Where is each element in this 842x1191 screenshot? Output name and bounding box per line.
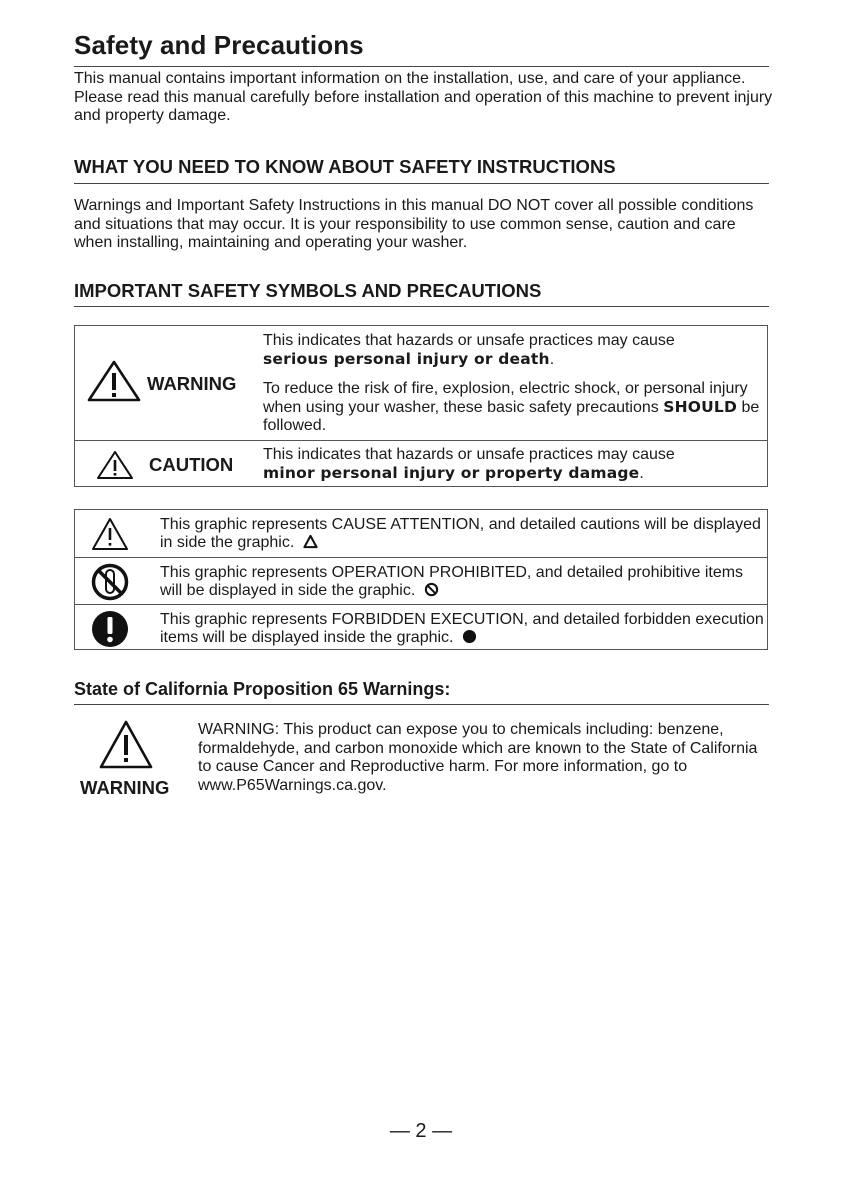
small-prohibited-icon	[424, 582, 439, 597]
symbol-text-prohibited: This graphic represents OPERATION PROHIBITED, and detailed prohibitive items will be displayed in side the graphic.	[160, 564, 744, 599]
prop65-text: WARNING: This product can expose you to chemicals including: benzene, formaldehyde, and carbon monoxide which are known to the State of California to cause Cancer and Reproductive harm. For more information, go to www.P65Warnings.ca.gov.	[198, 721, 758, 794]
intro-paragraph: This manual contains important information on the installation, use, and care of your appliance. Please read this manual carefully before installation and operation of this machine to prevent injury and property damage.	[74, 70, 773, 124]
forbidden-execution-icon	[91, 610, 129, 648]
warning-label: WARNING	[147, 373, 237, 394]
caution-text: This indicates that hazards or unsafe practices may cause minor personal injury or property damage.	[263, 446, 675, 482]
table-divider	[75, 440, 767, 441]
section-heading-safety-symbols: IMPORTANT SAFETY SYMBOLS AND PRECAUTIONS	[74, 280, 542, 301]
small-filled-circle-icon	[462, 629, 477, 644]
warning-text-1: This indicates that hazards or unsafe practices may cause serious personal injury or death.	[263, 332, 675, 368]
symbol-text-attention: This graphic represents CAUSE ATTENTION, and detailed cautions will be displayed in side the graphic.	[160, 516, 761, 551]
prop65-warning-label: WARNING	[80, 777, 170, 798]
caution-triangle-icon	[96, 450, 134, 480]
section-heading-safety-instructions: WHAT YOU NEED TO KNOW ABOUT SAFETY INSTRUCTIONS	[74, 156, 616, 177]
warning-text-2: To reduce the risk of fire, explosion, electric shock, or personal injury when using your washer, these basic safety precautions SHOULD be followed.	[263, 380, 760, 434]
section-divider	[74, 183, 769, 184]
prohibited-circle-icon	[91, 563, 129, 601]
caution-label: CAUTION	[149, 454, 234, 475]
symbols-table	[74, 509, 768, 650]
title-divider	[74, 66, 769, 67]
section-divider	[74, 306, 769, 307]
symbol-row-prohibited	[75, 557, 767, 605]
symbol-row-forbidden	[75, 604, 767, 652]
page-title: Safety and Precautions	[74, 30, 364, 60]
small-attention-icon	[303, 534, 318, 549]
symbol-row-attention	[75, 510, 767, 557]
attention-triangle-icon	[91, 515, 129, 553]
section-divider	[74, 704, 769, 705]
signal-word-table	[74, 325, 768, 487]
symbol-text-forbidden: This graphic represents FORBIDDEN EXECUTION, and detailed forbidden execution items will be displayed inside the graphic.	[160, 611, 764, 646]
prop65-warning-triangle-icon	[99, 720, 153, 770]
warning-triangle-icon	[87, 360, 141, 402]
prop65-heading: State of California Proposition 65 Warnings:	[74, 679, 451, 699]
safety-instructions-paragraph: Warnings and Important Safety Instructions in this manual DO NOT cover all possible conditions and situations that may occur. It is your responsibility to use common sense, caution and care when installing, maintaining and operating your washer.	[74, 197, 754, 251]
page-number: — 2 —	[389, 1120, 453, 1142]
